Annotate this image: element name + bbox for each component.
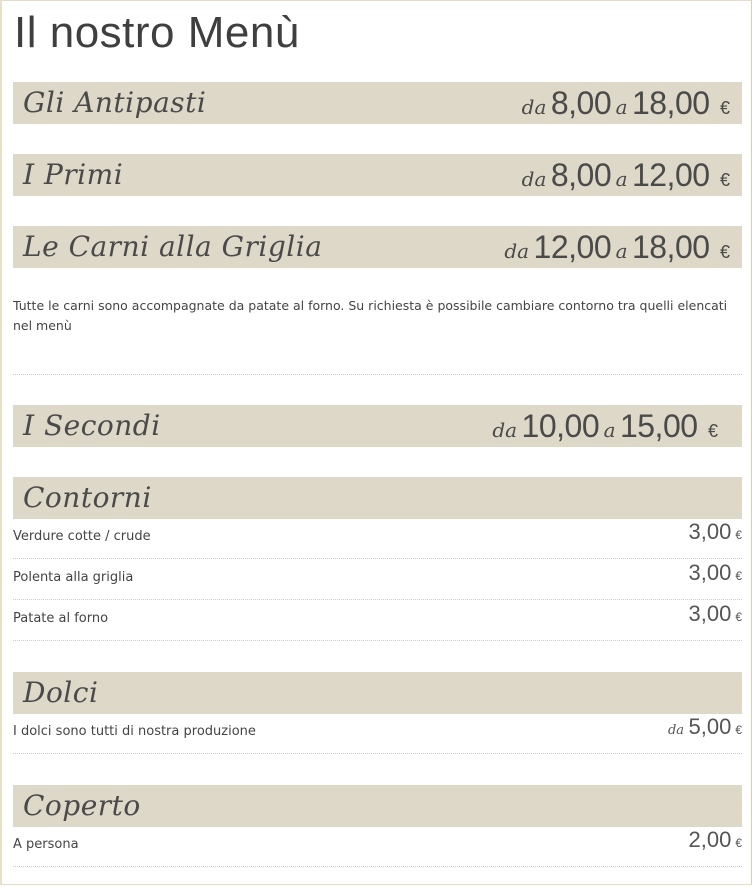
- divider: [13, 866, 742, 867]
- list-item: [13, 714, 742, 754]
- price-range: [522, 82, 730, 124]
- price-range: [492, 405, 718, 447]
- item-label: I dolci sono tutti di nostra produzione: [13, 724, 256, 739]
- item-price: [688, 560, 742, 586]
- section-secondi: [13, 405, 742, 447]
- price-value: 3,00: [688, 560, 732, 585]
- price-to: 15,00: [619, 408, 698, 444]
- list-item: [13, 519, 742, 559]
- price-value: 3,00: [688, 601, 732, 626]
- section-title: Dolci: [23, 676, 99, 709]
- currency-symbol: €: [735, 723, 742, 737]
- price-from: 10,00: [521, 408, 600, 444]
- currency-symbol: €: [735, 836, 742, 850]
- item-price: [688, 519, 742, 545]
- price-to-word: a: [615, 167, 628, 191]
- currency-symbol: €: [719, 170, 730, 190]
- section-contorni: [13, 477, 742, 519]
- price-range: [522, 154, 730, 196]
- section-title: Le Carni alla Griglia: [23, 230, 323, 263]
- price-value: 3,00: [688, 519, 732, 544]
- divider: [13, 558, 742, 559]
- section-antipasti: [13, 82, 742, 124]
- price-to-word: a: [615, 239, 628, 263]
- price-from: 12,00: [533, 229, 612, 265]
- item-price: [688, 601, 742, 627]
- currency-symbol: €: [735, 569, 742, 583]
- price-from-word: da: [504, 239, 530, 263]
- section-title: Contorni: [23, 481, 152, 514]
- price-from-word: da: [521, 167, 547, 191]
- list-item: [13, 827, 742, 867]
- section-title: Gli Antipasti: [23, 86, 207, 119]
- price-range: [504, 226, 730, 268]
- price-value: 2,00: [688, 827, 732, 852]
- page-title: Il nostro Menù: [14, 8, 300, 57]
- item-price: [688, 827, 742, 853]
- divider: [13, 640, 742, 641]
- currency-symbol: €: [735, 528, 742, 542]
- currency-symbol: €: [735, 610, 742, 624]
- price-from-word: da: [521, 95, 547, 119]
- section-dolci: [13, 672, 742, 714]
- currency-symbol: €: [719, 242, 730, 262]
- price-from-word: da: [492, 418, 518, 442]
- section-carni: [13, 226, 742, 268]
- price-to: 12,00: [631, 157, 710, 193]
- carni-note: Tutte le carni sono accompagnate da patate al forno. Su richiesta è possibile cambiare contorno tra quelli elencati nel menù: [13, 298, 728, 333]
- item-label: Patate al forno: [13, 611, 109, 626]
- price-to-word: a: [603, 418, 616, 442]
- divider: [13, 374, 742, 375]
- price-from-word: da: [667, 723, 685, 738]
- currency-symbol: €: [719, 98, 730, 118]
- currency-symbol: €: [707, 421, 718, 441]
- price-from: 8,00: [550, 157, 612, 193]
- section-title: Coperto: [23, 789, 141, 822]
- price-value: 5,00: [688, 714, 732, 739]
- price-from: 8,00: [550, 85, 612, 121]
- price-to: 18,00: [631, 229, 710, 265]
- divider: [13, 753, 742, 754]
- list-item: [13, 601, 742, 641]
- item-price: [668, 714, 742, 740]
- section-title: I Primi: [23, 158, 124, 191]
- list-item: [13, 560, 742, 600]
- item-label: Polenta alla griglia: [13, 570, 134, 585]
- section-title: I Secondi: [23, 409, 161, 442]
- price-to: 18,00: [631, 85, 710, 121]
- price-to-word: a: [615, 95, 628, 119]
- section-coperto: [13, 785, 742, 827]
- item-label: Verdure cotte / crude: [13, 529, 151, 544]
- item-label: A persona: [13, 837, 79, 852]
- divider: [13, 599, 742, 600]
- section-primi: [13, 154, 742, 196]
